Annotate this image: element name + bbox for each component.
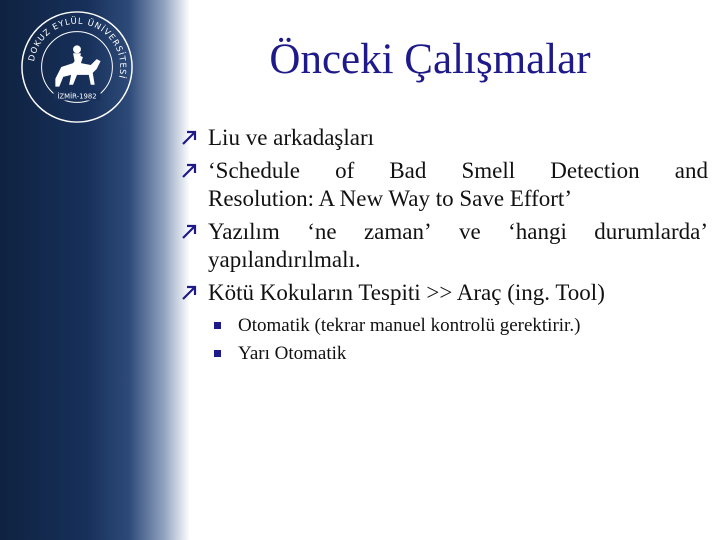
logo-year-text: İZMİR-1982 [57,92,97,101]
bullet-list [180,124,708,368]
university-logo [18,8,136,126]
subbullet-item [210,340,708,368]
bullet-item [180,124,708,152]
arrow-bullet-icon [180,222,200,242]
bullet-word: ‘Schedule [208,158,300,183]
square-bullet-icon [214,322,221,329]
bullet-item [180,279,708,307]
subbullet-list [180,312,708,368]
bullet-word: Smell [461,158,516,183]
bullet-word: Detection [550,158,640,183]
subbullet-item [210,312,708,340]
bullet-word: Bad [389,158,427,183]
arrow-bullet-icon [180,283,200,303]
bullet-text: Kötü Kokuların Tespiti >> Araç (ing. Tool) [208,280,605,305]
bullet-word: Yazılım [208,219,280,244]
bullet-item [180,218,708,274]
bullet-word: of [335,158,355,183]
slide-title: Önceki Çalışmalar [269,36,591,83]
bullet-word: zaman’ [363,219,432,244]
arrow-bullet-icon [180,161,200,181]
bullet-word: ‘hangi [508,219,567,244]
bullet-word: ‘ne [307,219,337,244]
arrow-bullet-icon [180,128,200,148]
bullet-word: ve [459,219,481,244]
square-bullet-icon [214,350,221,357]
bullet-line: yapılandırılmalı. [208,247,361,272]
bullet-text: Liu ve arkadaşları [208,125,375,150]
bullet-word: and [674,158,708,183]
logo-ring-text: DOKUZ EYLÜL ÜNİVERSİTESİ [26,15,129,81]
subbullet-text: Yarı Otomatik [238,343,347,364]
bullet-line [208,157,708,185]
bullet-line: Resolution: A New Way to Save Effort’ [208,186,572,211]
bullet-word: durumlarda’ [594,219,708,244]
bullet-item [180,157,708,213]
subbullet-text: Otomatik (tekrar manuel kontrolü gerektirir.) [238,315,581,336]
bullet-line [208,218,708,246]
